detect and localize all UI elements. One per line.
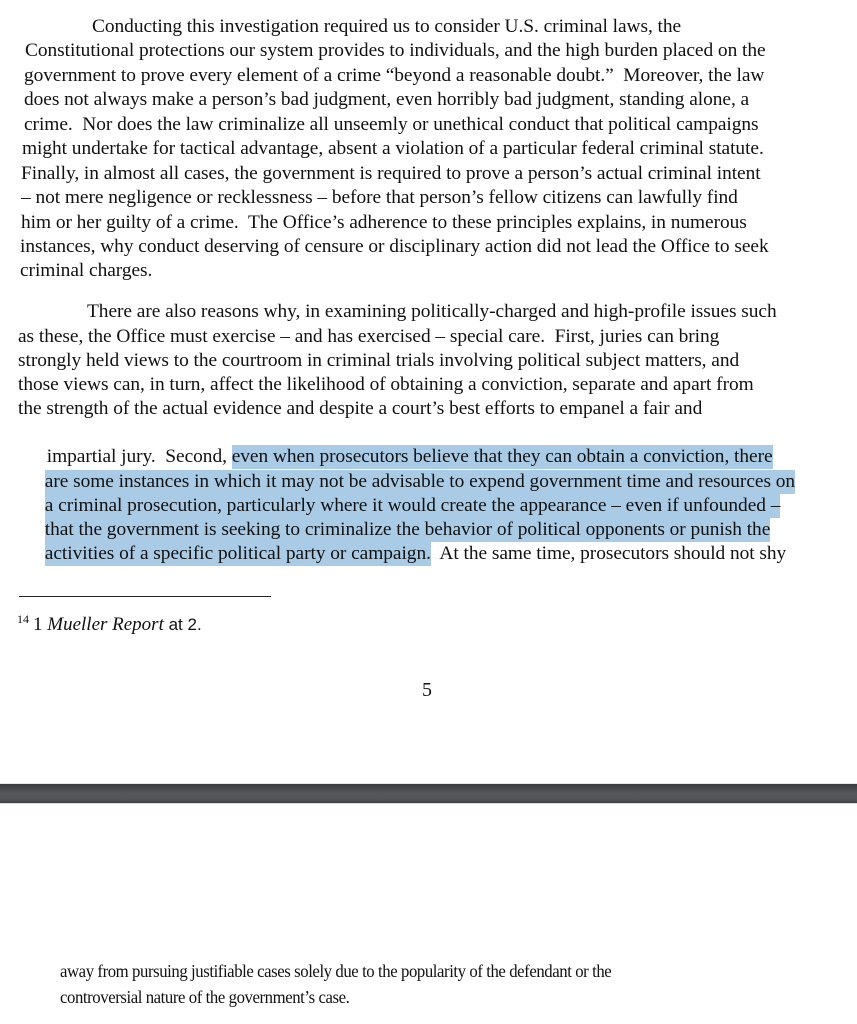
footnote-source-title: Mueller Report [47,614,164,635]
text-line: criminal charges. [20,260,153,281]
text-line: away from pursuing justifiable cases solely due to the popularity of the defendant or the [60,961,612,981]
highlighted-text-selection[interactable]: a criminal prosecution, particularly where it would create the appearance – even if unfounded – [44,495,781,516]
text-line: might undertake for tactical advantage, absent a violation of a particular federal criminal statute. [22,138,764,159]
text-line: Constitutional protections our system provides to individuals, and the high burden placed on the [25,40,766,61]
text-line: Conducting this investigation required us to consider U.S. criminal laws, the [92,16,682,37]
text-line: government to prove every element of a crime “beyond a reasonable doubt.” Moreover, the law [24,65,765,86]
text-line: strongly held views to the courtroom in criminal trials involving political subject matters, and [18,350,740,371]
footnote-divider [19,596,271,597]
text-line [16,518,786,590]
text-line: as these, the Office must exercise – and has exercised – special care. First, juries can bring [18,326,720,347]
text-line: instances, why conduct deserving of censure or disciplinary action did not lead the Office to seek [20,236,769,257]
page-number: 5 [422,679,432,701]
highlighted-text-selection[interactable]: are some instances in which it may not be advisable to expend government time and resources on [44,471,796,492]
highlighted-text-selection[interactable]: activities of a specific political party or campaign. [44,543,431,564]
page-separator [0,783,857,804]
footnote-number: 14 [17,612,29,626]
footnote-prefix: 1 [33,614,48,635]
plain-text: At the same time, prosecutors should not shy [430,543,787,564]
text-line: – not mere negligence or recklessness – before that person’s fellow citizens can lawfully find [21,187,738,208]
text-line: Finally, in almost all cases, the government is required to prove a person’s actual criminal intent [21,163,761,184]
text-line: him or her guilty of a crime. The Office’s adherence to these principles explains, in numerous [21,212,747,233]
footnote-14 [17,607,202,637]
text-line: those views can, in turn, affect the likelihood of obtaining a conviction, separate and apart from [18,374,754,395]
text-line: does not always make a person’s bad judgment, even horribly bad judgment, standing alone, a [24,89,750,110]
document-page-6 [0,804,857,1024]
text-line: controversial nature of the government’s case. [60,987,350,1007]
plain-text: impartial jury. Second, [46,446,232,467]
text-line: crime. Nor does the law criminalize all unseemly or unethical conduct that political campaigns [24,114,759,135]
footnote-suffix: at 2. [163,615,202,634]
highlighted-text-selection[interactable]: even when prosecutors believe that they can obtain a conviction, there [231,446,773,467]
text-line: the strength of the actual evidence and despite a court’s best efforts to empanel a fair and [18,398,703,419]
highlighted-text-selection[interactable]: that the government is seeking to criminalize the behavior of political opponents or punish the [44,519,771,540]
text-line: There are also reasons why, in examining politically-charged and high-profile issues such [87,301,777,322]
